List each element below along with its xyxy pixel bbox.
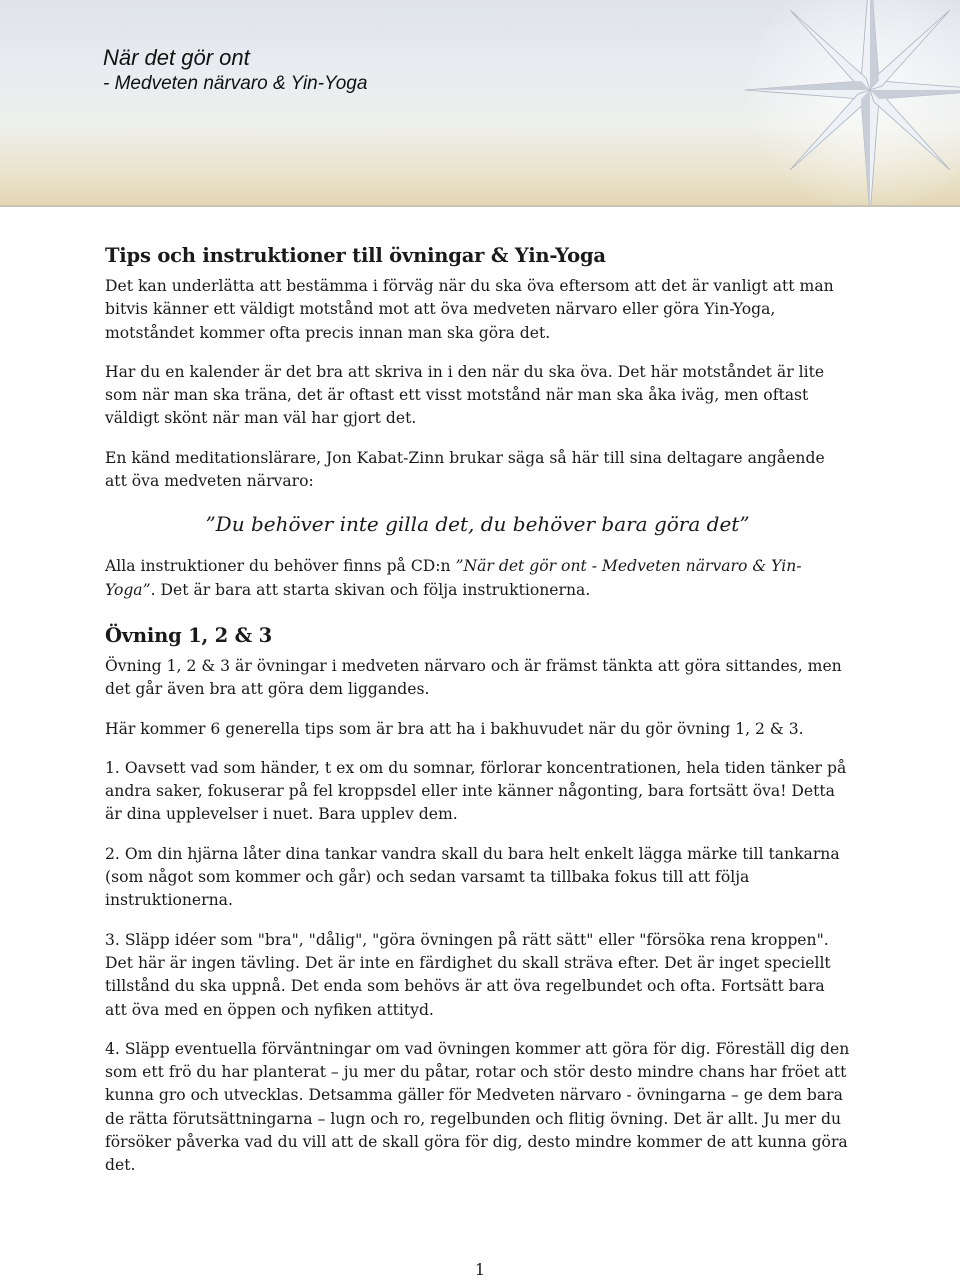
paragraph: Här kommer 6 generella tips som är bra att ha i bakhuvudet när du gör övning 1, 2 & 3. bbox=[105, 719, 804, 738]
text-run: Alla instruktioner du behöver finns på CD:n bbox=[105, 557, 456, 576]
page-number: 1 bbox=[474, 1260, 486, 1279]
header-banner bbox=[0, 0, 960, 207]
paragraph: Har du en kalender är det bra att skriva in i den när du ska öva. Det här motståndet är lite som när man ska träna, det är oftast ett visst motstånd när man ska åka iväg, men oftast väldigt skönt när man väl har gjort det. bbox=[105, 362, 825, 428]
section-heading-tips: Tips och instruktioner till övningar & Yin-Yoga bbox=[105, 244, 606, 267]
paragraph: En känd meditationslärare, Jon Kabat-Zinn brukar säga så här till sina deltagare angående att öva medveten närvaro: bbox=[105, 448, 825, 491]
paragraph-cd bbox=[105, 555, 850, 602]
cd-title: ”När det gör ont - Medveten närvaro & Yin-Yoga” bbox=[105, 557, 802, 599]
tip-item: 2. Om din hjärna låter dina tankar vandra skall du bara helt enkelt lägga märke till tankarna (som något som kommer och går) och sedan varsamt ta tillbaka fokus till att följa instruktionerna. bbox=[105, 844, 840, 910]
document-body bbox=[105, 242, 850, 1194]
section-heading-ovning: Övning 1, 2 & 3 bbox=[105, 623, 272, 647]
quote: ”Du behöver inte gilla det, du behöver bara göra det” bbox=[205, 512, 750, 537]
header-title: När det gör ont bbox=[103, 45, 250, 70]
paragraph: Övning 1, 2 & 3 är övningar i medveten närvaro och är främst tänkta att göra sittandes, men det går även bra att göra dem liggandes. bbox=[105, 656, 842, 699]
compass-star-icon bbox=[740, 0, 960, 207]
paragraph: Det kan underlätta att bestämma i förväg när du ska öva eftersom att det är vanligt att man bitvis känner ett väldigt motstånd mot att öva medveten närvaro eller göra Yin-Yoga, motståndet kommer ofta precis innan man ska göra det. bbox=[105, 277, 834, 342]
text-run: . Det är bara att starta skivan och följa instruktionerna. bbox=[150, 580, 591, 599]
tip-item: 1. Oavsett vad som händer, t ex om du somnar, förlorar koncentrationen, hela tiden tänker på andra saker, fokuserar på fel kroppsdel eller inte känner någonting, bara fortsätt öva! Detta är dina upplevelser i nuet. Bara upplev dem. bbox=[105, 758, 847, 824]
header-subtitle: - Medveten närvaro & Yin-Yoga bbox=[103, 73, 368, 94]
tip-item: 4. Släpp eventuella förväntningar om vad övningen kommer att göra för dig. Föreställ dig den som ett frö du har planterat – ju mer du påtar, rotar och stör desto mindre chans har fröet att kunna gro och utvecklas. Detsamma gäller för Medveten närvaro - övningarna – ge dem bara de rätta förutsättningarna – lugn och ro, regelbunden och flitig övning. Det är allt. Ju mer du försöker påverka vad du vill att de skall göra för dig, desto mindre kommer de att kunna göra det. bbox=[105, 1039, 850, 1175]
tip-item: 3. Släpp idéer som "bra", "dålig", "göra övningen på rätt sätt" eller "försöka rena kroppen". Det här är ingen tävling. Det är inte en färdighet du skall sträva efter. Det är inget speciellt tillstånd du ska uppnå. Det enda som behövs är att öva regelbundet och ofta. Fortsätt bara att öva med en öppen och nyfiken attityd. bbox=[105, 930, 831, 1019]
